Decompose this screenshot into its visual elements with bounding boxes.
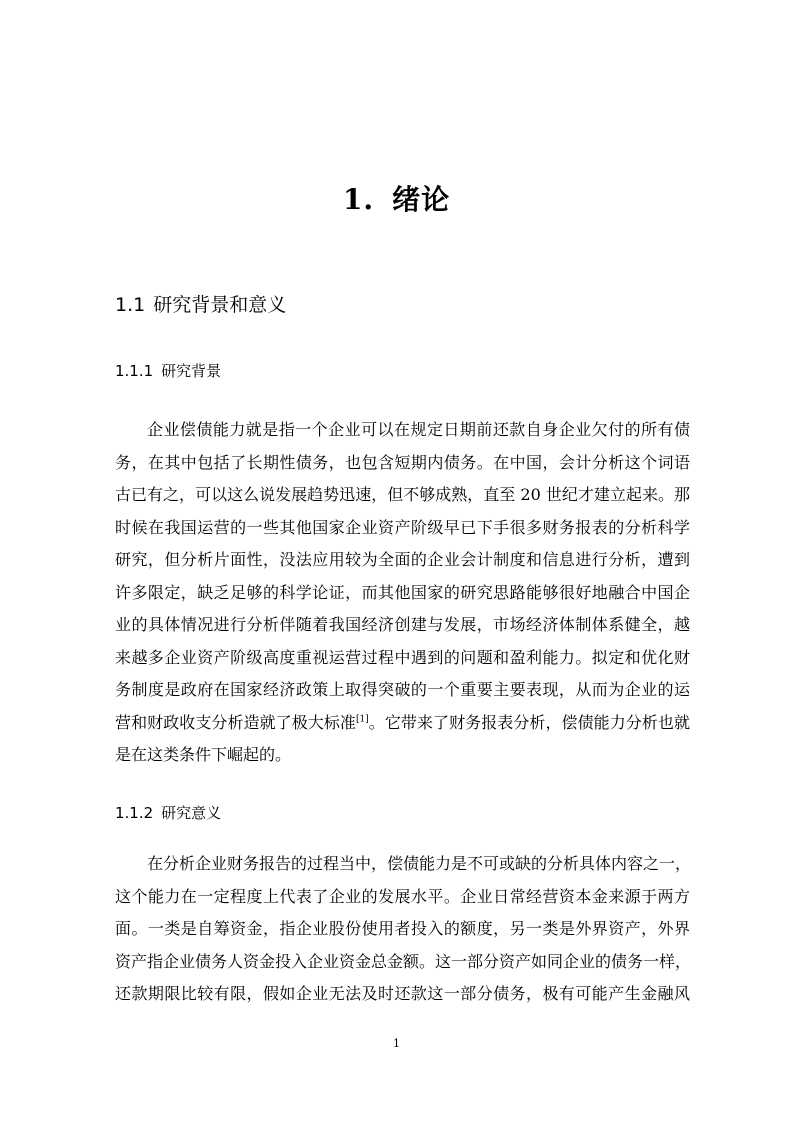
- background-paragraph: [115, 414, 690, 772]
- subsection-heading-background: [115, 360, 221, 381]
- subsection-number: 1.1.1: [115, 362, 154, 380]
- paragraph-line: 面。一类是自筹资金，指企业股份使用者投入的额度，另一类是外界资产，外界: [115, 919, 690, 938]
- reference-mark[interactable]: [1]: [355, 714, 369, 725]
- subsection-title: 研究意义: [161, 804, 222, 822]
- chapter-title-text: 绪论: [392, 183, 451, 216]
- subsection-number: 1.1.2: [115, 804, 154, 822]
- paragraph-line-with-reference: [115, 707, 690, 740]
- chapter-number: 1.: [342, 183, 375, 216]
- paragraph-line: 时候在我国运营的一些其他国家企业资产阶级早已下手很多财务报表的分析科学: [115, 517, 690, 537]
- paragraph-line: 来越多企业资产阶级高度重视运营过程中遇到的问题和盈利能力。拟定和优化财: [115, 647, 690, 667]
- section-number: 1.1: [115, 294, 146, 316]
- paragraph-line: 资产指企业债务人资金投入企业资金总金额。这一部分资产如同企业的债务一样，: [115, 951, 692, 971]
- paragraph-line: 古已有之，可以这么说发展趋势迅速，但不够成熟，直至 20 世纪才建立起来。那: [115, 485, 690, 504]
- paragraph-line: 业的具体情况进行分析伴随着我国经济创建与发展，市场经济体制体系健全，越: [115, 615, 690, 634]
- subsection-heading-significance: [115, 802, 221, 823]
- paragraph-text: 营和财政收支分析造就了极大标准: [115, 712, 356, 732]
- paragraph-line: 企业偿债能力就是指一个企业可以在规定日期前还款自身企业欠付的所有债: [147, 420, 690, 439]
- paragraph-line: 还款期限比较有限，假如企业无法及时还款这一部分债务，极有可能产生金融风: [115, 984, 690, 1003]
- chapter-title: [0, 178, 793, 218]
- subsection-title: 研究背景: [161, 362, 222, 380]
- paragraph-line: 这个能力在一定程度上代表了企业的发展水平。企业日常经营资本金来源于两方: [115, 886, 690, 906]
- paragraph-line: 务，在其中包括了长期性债务，也包含短期内债务。在中国，会计分析这个词语: [115, 452, 690, 472]
- page-number: 1: [393, 1037, 400, 1050]
- significance-paragraph: [115, 848, 690, 1011]
- paragraph-line: 许多限定，缺乏足够的科学论证，而其他国家的研究思路能够很好地融合中国企: [115, 582, 690, 602]
- paragraph-text: 。它带来了财务报表分析，偿债能力分析也就: [368, 712, 690, 732]
- paragraph-line: 务制度是政府在国家经济政策上取得突破的一个重要主要表现，从而为企业的运: [115, 680, 690, 699]
- section-title: 研究背景和意义: [153, 294, 287, 316]
- paragraph-line: 研究，但分析片面性，没法应用较为全面的企业会计制度和信息进行分析，遭到: [115, 550, 690, 569]
- section-heading: [115, 290, 286, 317]
- paragraph-line: 是在这类条件下崛起的。: [115, 745, 292, 764]
- paragraph-line: 在分析企业财务报告的过程当中，偿债能力是不可或缺的分析具体内容之一，: [147, 854, 692, 873]
